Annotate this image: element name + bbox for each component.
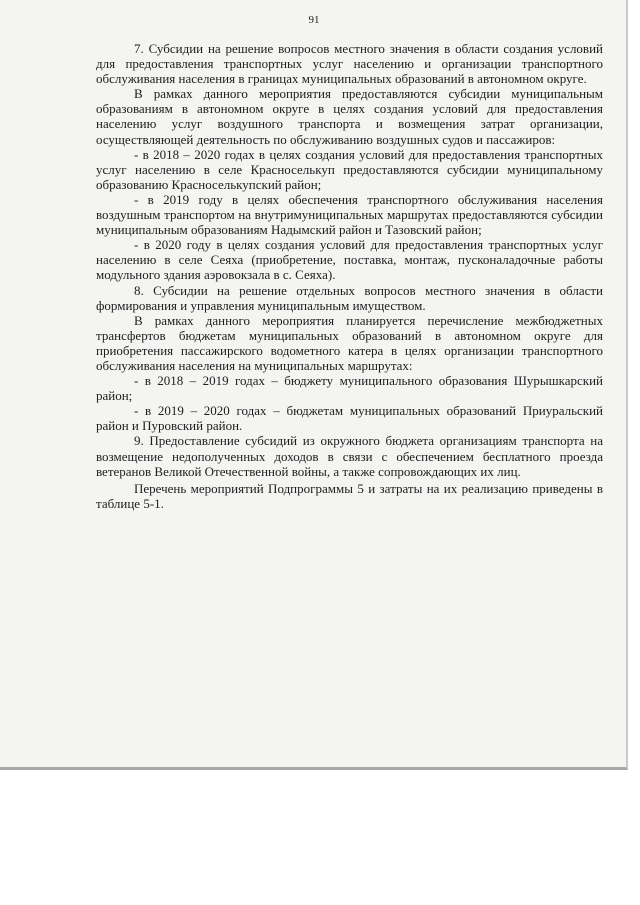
list-item-2020-seyakha: - в 2020 году в целях создания условий для предоставления транспортных услуг населению в селе Сеяха (приобретение, поставка, монтаж, пусконаладочные работы модульного здания аэровокзала в с. Сеяха). — [96, 237, 603, 283]
paragraph-subsidy-8-description: В рамках данного мероприятия планируется перечисление межбюджетных трансфертов бюджетам муниципальных образований в автономном округе для приобретения пассажирского водометного катера в целях организации транспортного обслуживания населения на муниципальных маршрутах: — [96, 312, 603, 373]
list-item-2019-nadym-taz: - в 2019 году в целях обеспечения транспортного обслуживания населения воздушным транспортом на внутримуниципальных маршрутах предоставляются субсидии муниципальным образованиям Надымский район и Тазовский район; — [96, 191, 603, 238]
paragraph-subsidy-7-description: В рамках данного мероприятия предоставляются субсидии муниципальным образованиям в автономном округе в целях создания условий для предоставления населению услуг воздушного транспорта и возмещения затрат организации, осуществляющей деятельность по обслуживанию воздушных судов и пассажиров: — [96, 86, 603, 147]
list-item-2019-2020-priuralsky-purovsky: - в 2019 – 2020 годах – бюджетам муниципальных образований Приуральский район и Пуровский район. — [96, 403, 603, 434]
paragraph-subsidy-9: 9. Предоставление субсидий из окружного бюджета организациям транспорта на возмещение недополученных доходов в связи с обеспечением бесплатного проезда ветеранов Великой Отечественной войны, а также сопровождающих их лиц. — [96, 433, 603, 479]
page-body — [96, 41, 603, 511]
list-item-2018-2019-shuryshkar: - в 2018 – 2019 годах – бюджету муниципального образования Шурышкарский район; — [96, 373, 603, 404]
paragraph-table-reference: Перечень мероприятий Подпрограммы 5 и затраты на их реализацию приведены в таблице 5-1. — [96, 480, 603, 511]
paragraph-subsidy-8: 8. Субсидии на решение отдельных вопросов местного значения в области формирования и управления муниципальным имуществом. — [96, 282, 603, 313]
list-item-2018-2020-krasnoselkup: - в 2018 – 2020 годах в целях создания условий для предоставления транспортных услуг населению в селе Красноселькуп предоставляются субсидии муниципальному образованию Красноселькупский район; — [96, 146, 603, 192]
page-number: 91 — [308, 14, 320, 26]
paragraph-subsidy-7: 7. Субсидии на решение вопросов местного значения в области создания условий для предоставления транспортных услуг населению и организации транспортного обслуживания населения в границах муниципальных образований в автономном округе. — [96, 41, 603, 87]
